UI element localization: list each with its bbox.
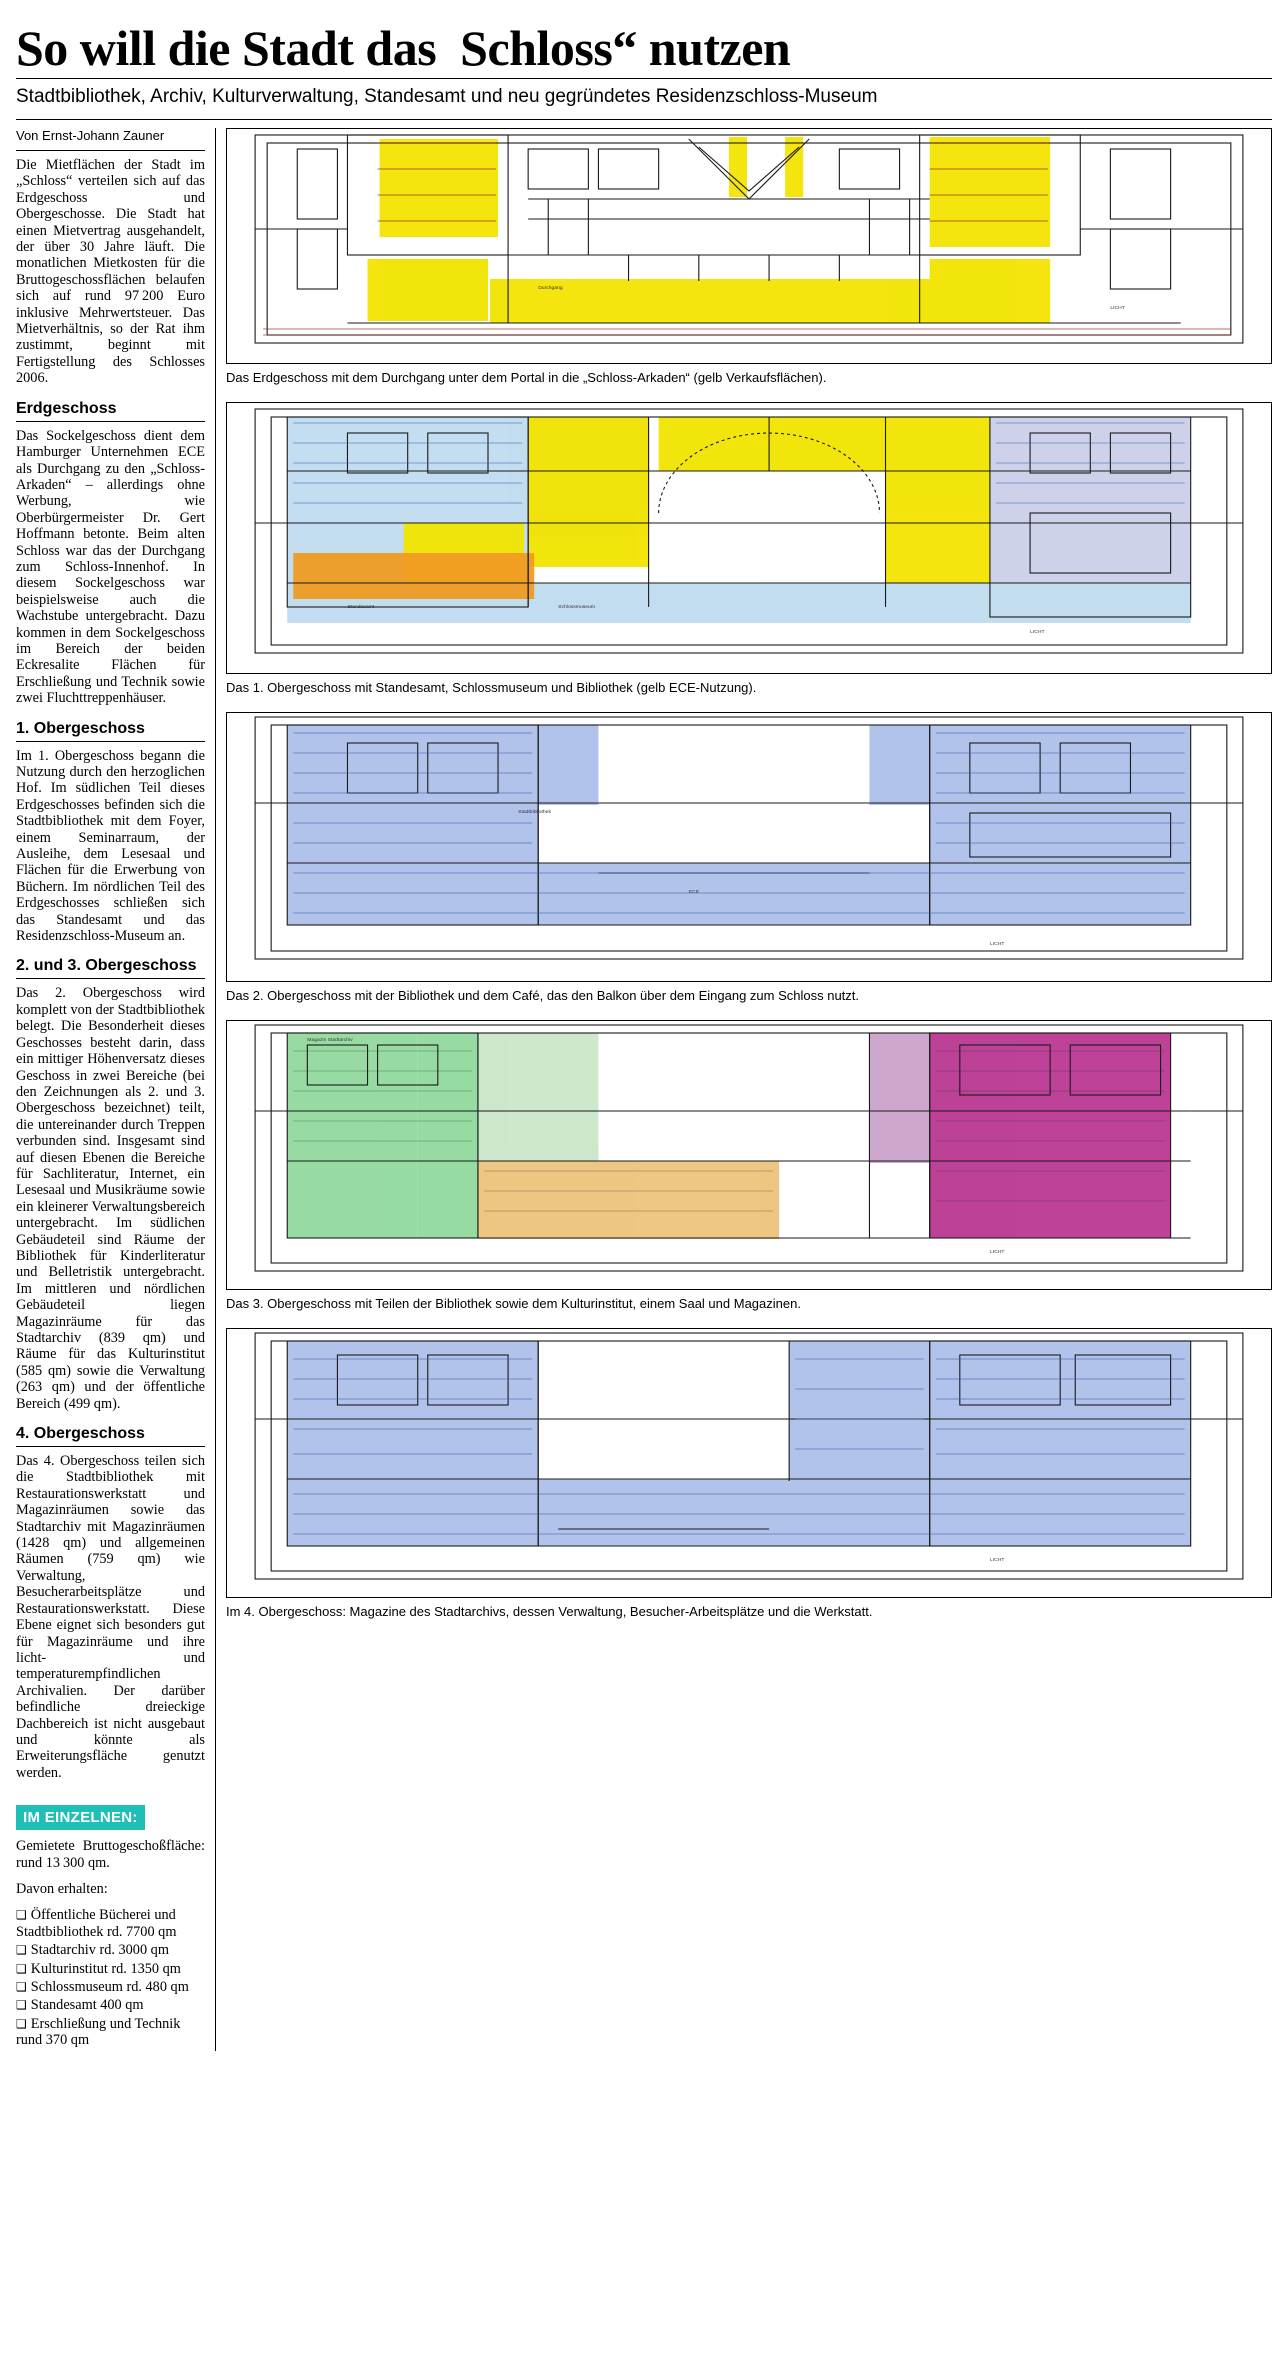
infobox-lead: Gemietete Bruttogeschoßfläche: rund 13 300 qm.	[16, 1838, 205, 1871]
list-item	[16, 1907, 205, 1940]
bullet-icon: ❑	[16, 1961, 27, 1976]
article-body	[16, 128, 1272, 2051]
infobox-title: IM EINZELNEN:	[16, 1805, 145, 1830]
section-heading-og4: 4. Obergeschoss	[16, 1425, 145, 1443]
bullet-icon: ❑	[16, 1980, 27, 1994]
figure-column	[216, 128, 1272, 2051]
floorplan-drawing	[227, 129, 1271, 363]
floorplan-erdgeschoss	[226, 128, 1272, 364]
svg-text:LICHT: LICHT	[989, 1557, 1005, 1563]
section-rule-erdgeschoss	[16, 421, 205, 422]
list-item-label: Standesamt 400 qm	[30, 1997, 144, 2014]
figure-caption-og2: Das 2. Obergeschoss mit der Bibliothek und dem Café, das den Balkon über dem Eingang zum Schloss nutzt.	[226, 988, 860, 1003]
section-rule-og2-og3	[16, 978, 205, 979]
bullet-icon: ❑	[16, 1943, 27, 1958]
infobox-sublead: Davon erhalten:	[16, 1880, 108, 1897]
bullet-icon: ❑	[16, 1908, 27, 1923]
figure-og4	[226, 1328, 1272, 1626]
figure-caption-og3: Das 3. Obergeschoss mit Teilen der Bibliothek sowie dem Kulturinstitut, einem Saal und Magazinen.	[226, 1296, 801, 1311]
floorplan-og4	[226, 1328, 1272, 1598]
svg-text:LICHT: LICHT	[989, 1249, 1005, 1255]
figure-og2	[226, 712, 1272, 1010]
list-item-label: Erschließung und Technik rund 370 qm	[16, 2015, 181, 2049]
subheadline: Stadtbibliothek, Archiv, Kulturverwaltung, Standesamt und neu gegründetes Residenzschloss-Museum	[16, 86, 878, 107]
section-text-og1: Im 1. Obergeschoss begann die Nutzung durch den herzoglichen Hof. Im südlichen Teil dieses Erdgeschosses befinden sich die Stadtbibliothek mit dem Foyer, einem Seminarraum, der Ausleihe, dem Lesesaal und Flächen für die Erwerbung von Büchern. Im nördlichen Teil des Erdgeschosses schließen sich das Standesamt und das Residenzschloss-Museum an.	[16, 747, 205, 945]
floorplan-og1	[226, 402, 1272, 674]
figure-erdgeschoss	[226, 128, 1272, 392]
section-text-og4: Das 4. Obergeschoss teilen sich die Stadtbibliothek mit Restaurationswerkstatt und Magazinräumen sowie das Stadtarchiv mit Magazinräumen (1428 qm) und allgemeinen Räumen (759 qm) wie Verwaltung, Besucherarbeitsplätze und Restaurationswerkstatt. Diese Ebene eignet sich besonders gut für Magazinräume und ihre licht- und temperaturempfindlichen Archivalien. Der darüber befindliche dreieckige Dachbereich ist nicht ausgebaut und könnte als Erweiterungsfläche genutzt werden.	[16, 1453, 205, 1781]
floorplan-drawing	[227, 713, 1271, 981]
text-column	[16, 128, 216, 2051]
floorplan-og2	[226, 712, 1272, 982]
list-item	[16, 2016, 205, 2049]
section-rule-og1	[16, 741, 205, 742]
bullet-icon: ❑	[16, 1998, 27, 2013]
figure-caption-og1: Das 1. Obergeschoss mit Standesamt, Schlossmuseum und Bibliothek (gelb ECE-Nutzung).	[226, 680, 757, 695]
subheadline-rule	[16, 119, 1272, 120]
list-item-label: Öffentliche Bücherei und Stadtbibliothek rd. 7700 qm	[16, 1907, 177, 1940]
svg-text:Standesamt: Standesamt	[347, 604, 375, 610]
svg-text:LICHT: LICHT	[1030, 629, 1045, 635]
bullet-icon: ❑	[16, 2016, 27, 2031]
floorplan-drawing	[227, 403, 1271, 673]
headline-rule	[16, 78, 1272, 79]
figure-og1	[226, 402, 1272, 702]
svg-text:Stadtbibliothek: Stadtbibliothek	[518, 809, 551, 815]
list-item	[16, 1997, 205, 2013]
section-text-og2-og3: Das 2. Obergeschoss wird komplett von der Stadtbibliothek belegt. Die Besonderheit dieses Geschosses besteht darin, dass ein mittiger Höhenversatz dieses Geschoss in zwei Bereiche (bei den Zeichnungen als 2. und 3. Obergeschoss bezeichnet) teilt, die untereinander durch Treppen verbunden sind. Insgesamt sind auf diesen Ebenen die Bereiche für Sachliteratur, Internet, ein Lesesaal und Musikräume sowie ein kleinerer Verwaltungsbereich untergebracht. Im südlichen Gebäudeteil sind Räume der Bibliothek für Kinderliteratur und Belletristik untergebracht. Im mittleren und nördlichen Gebäudeteil liegen Magazinräume für das Stadtarchiv (839 qm) und Räume für das Kulturinstitut (585 qm) sowie die Verwaltung (263 qm) und der öffentliche Bereich (499 qm).	[16, 985, 205, 1412]
svg-text:LICHT: LICHT	[989, 941, 1005, 947]
figure-caption-og4: Im 4. Obergeschoss: Magazine des Stadtarchivs, dessen Verwaltung, Besucher-Arbeitsplätze und die Werkstatt.	[226, 1604, 873, 1619]
list-item	[16, 1979, 205, 1995]
figure-og3	[226, 1020, 1272, 1318]
svg-text:Durchgang: Durchgang	[538, 285, 563, 291]
floorplan-drawing	[227, 1021, 1271, 1289]
figure-caption-erdgeschoss: Das Erdgeschoss mit dem Durchgang unter dem Portal in die „Schloss-Arkaden“ (gelb Verkaufsflächen).	[226, 370, 827, 385]
svg-text:LICHT: LICHT	[1110, 305, 1125, 311]
svg-text:Magazin Stadtarchiv: Magazin Stadtarchiv	[307, 1037, 353, 1043]
section-heading-og1: 1. Obergeschoss	[16, 719, 145, 737]
intro-paragraph: Die Mietflächen der Stadt im „Schloss“ verteilen sich auf das Erdgeschoss und Obergeschosse. Die Stadt hat einen Mietvertrag ausgehandelt, der über 30 Jahre läuft. Die monatlichen Mietkosten für die Bruttogeschossflächen belaufen sich auf rund 97 200 Euro inklusive Mehrwertsteuer. Das Mietverhältnis, so der Rat ihm zustimmt, beginnt mit Fertigstellung des Schlosses 2006.	[16, 157, 205, 387]
section-rule-og4	[16, 1446, 205, 1447]
list-item-label: Schlossmuseum rd. 480 qm	[30, 1979, 189, 1995]
headline: So will die Stadt das Schloss“ nutzen	[16, 20, 791, 76]
list-item	[16, 1961, 205, 1977]
section-heading-erdgeschoss: Erdgeschoss	[16, 399, 117, 417]
list-item-label: Stadtarchiv rd. 3000 qm	[30, 1942, 169, 1959]
svg-text:Schlossmuseum: Schlossmuseum	[558, 604, 596, 610]
section-text-erdgeschoss: Das Sockelgeschoss dient dem Hamburger Unternehmen ECE als Durchgang zu den „Schloss-Arkaden“ – allerdings ohne Werbung, wie Oberbürgermeister Dr. Gert Hoffmann betonte. Beim alten Schloss war das der Durchgang zum Schloss-Innenhof. In diesem Sockelgeschoss war beispielsweise auch die Wachstube untergebracht. Dazu kommen in dem Sockelgeschoss im Bereich der beiden Eckresalite Flächen für Erschließung und Technik sowie zwei Fluchttreppenhäuser.	[16, 427, 205, 707]
floorplan-og3	[226, 1020, 1272, 1290]
byline-rule	[16, 150, 205, 151]
list-item-label: Kulturinstitut rd. 1350 qm	[30, 1960, 181, 1977]
floorplan-drawing	[227, 1329, 1271, 1597]
list-item	[16, 1942, 205, 1958]
section-heading-og2-og3: 2. und 3. Obergeschoss	[16, 957, 197, 975]
byline: Von Ernst-Johann Zauner	[16, 128, 165, 143]
svg-text:ECE: ECE	[688, 889, 700, 895]
